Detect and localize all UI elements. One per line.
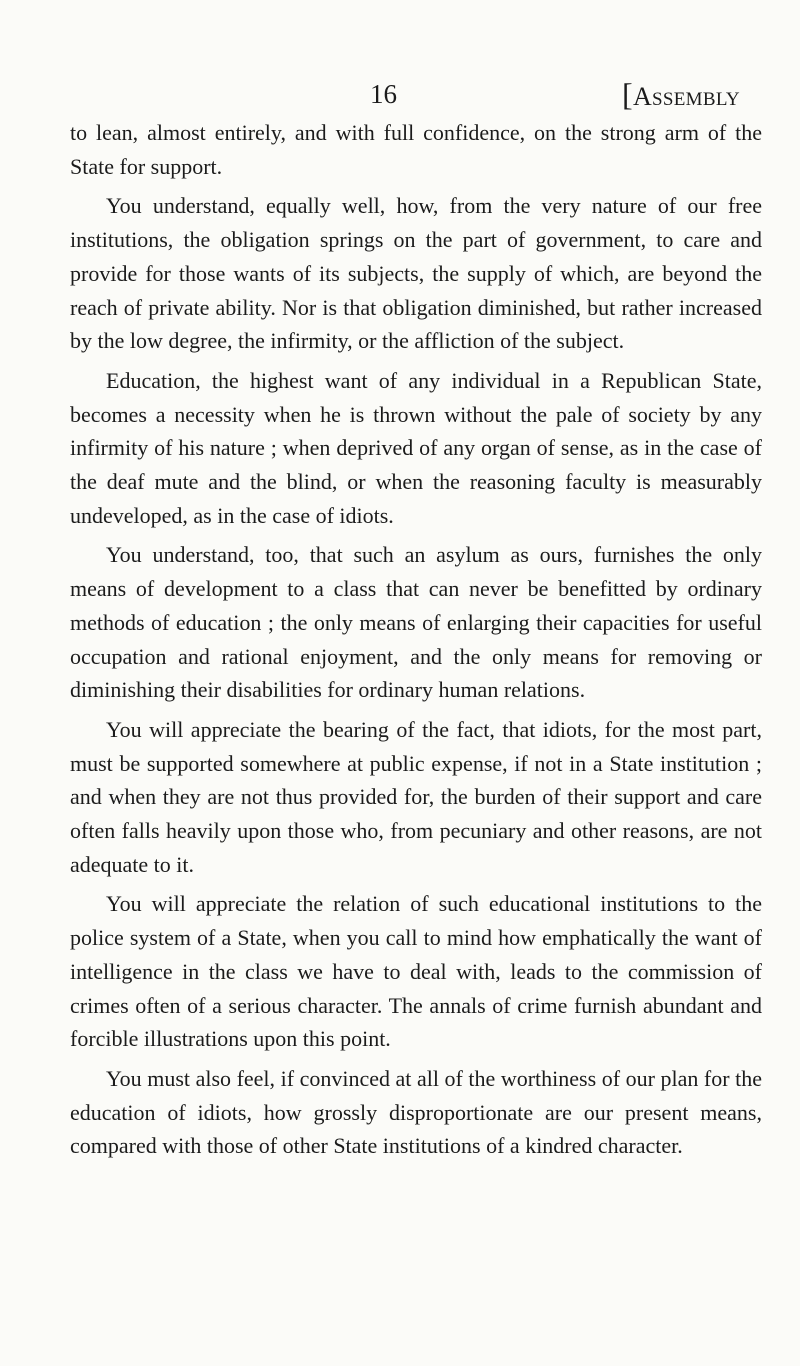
paragraph-continuation: to lean, almost entirely, and with full confidence, on the strong arm of the State for support. bbox=[70, 120, 762, 179]
paragraph-free-institutions: You understand, equally well, how, from the very nature of our free institutions, the obligation springs on the part of government, to care and provide for those wants of its subjects, the supply of which, are beyond the reach of private ability. Nor is that obligation diminished, but rather increased by the low degree, the infirmity, or the affliction of the subject. bbox=[70, 193, 762, 354]
running-head-bracket: [ bbox=[622, 76, 633, 112]
page-header bbox=[0, 74, 800, 114]
paragraph-education-necessity: Education, the highest want of any individual in a Republican State, becomes a necessity when he is thrown without the pale of society by any infirmity of his nature ; when deprived of any organ of sense, as in the case of the deaf mute and the blind, or when the reasoning faculty is measurably undeveloped, as in the case of idiots. bbox=[70, 367, 762, 528]
page-number: 16 bbox=[370, 79, 397, 109]
running-head-initial: A bbox=[632, 82, 653, 111]
paragraph-asylum-development: You understand, too, that such an asylum as ours, furnishes the only means of development to a class that can never be benefitted by ordinary methods of education ; the only means of enlarging their capacities for useful occupation and rational enjoyment, and the only means for removing or diminishing their disabilities for ordinary human relations. bbox=[70, 542, 762, 703]
running-head-rest: SSEMBLY bbox=[652, 89, 740, 110]
paragraph-disproportionate-means: You must also feel, if convinced at all of the worthiness of our plan for the education of idiots, how grossly disproportionate are our present means, compared with those of other State institutions of a kindred character. bbox=[70, 1065, 762, 1159]
running-head bbox=[622, 74, 740, 120]
paragraph-police-system: You will appreciate the relation of such educational institutions to the police system of a State, when you call to mind how emphatically the want of intelligence in the class we have to deal with, leads to the commission of crimes often of a serious character. The annals of crime furnish abundant and forcible illustrations upon this point. bbox=[70, 891, 762, 1052]
paragraph-public-expense: You will appreciate the bearing of the fact, that idiots, for the most part, must be supported somewhere at public expense, if not in a State institution ; and when they are not thus provided for, the burden of their support and care often falls heavily upon those who, from pecuniary and other reasons, are not adequate to it. bbox=[70, 716, 762, 877]
page-body bbox=[70, 116, 762, 1163]
